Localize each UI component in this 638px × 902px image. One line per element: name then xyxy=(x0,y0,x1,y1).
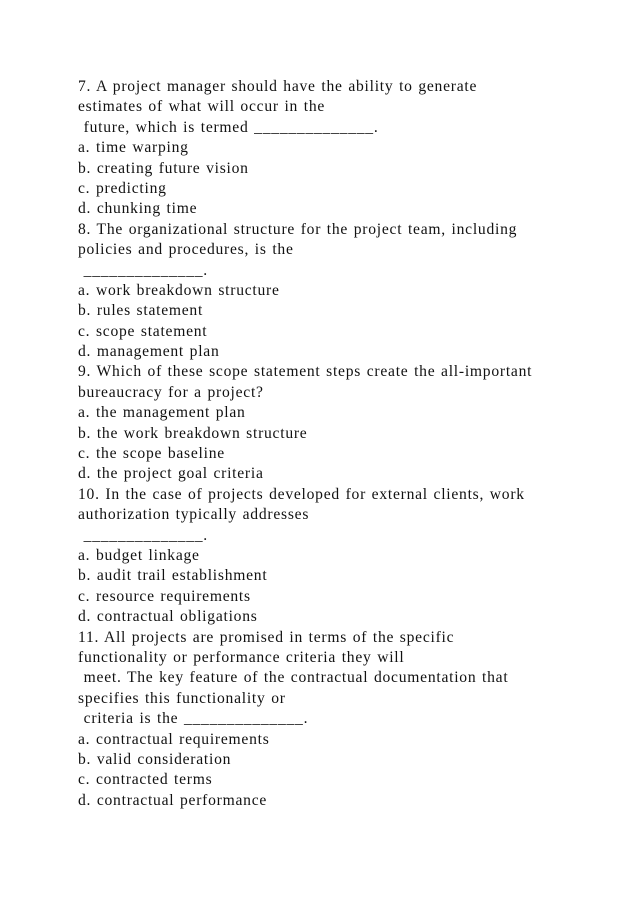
question-9 xyxy=(78,362,618,484)
question-11-text-line: specifies this functionality or xyxy=(78,689,286,707)
question-9-option-c: c. the scope baseline xyxy=(78,445,225,463)
question-8-option-c: c. scope statement xyxy=(78,322,208,340)
question-7-option-d: d. chunking time xyxy=(78,200,198,218)
question-11-option-a: a. contractual requirements xyxy=(78,730,270,748)
question-8-text-line: ______________. xyxy=(78,261,208,279)
question-7 xyxy=(78,77,618,220)
question-7-text-line: 7. A project manager should have the ability to generate xyxy=(78,78,478,95)
question-7-option-b: b. creating future vision xyxy=(78,159,249,177)
question-11-option-c: c. contracted terms xyxy=(78,771,213,789)
question-10-text-line: ______________. xyxy=(78,526,208,544)
question-10-option-a: a. budget linkage xyxy=(78,546,200,564)
question-11-option-b: b. valid consideration xyxy=(78,750,232,768)
question-8-option-b: b. rules statement xyxy=(78,302,204,320)
question-7-option-c: c. predicting xyxy=(78,179,167,197)
question-11-text-line: meet. The key feature of the contractual documentation that xyxy=(78,669,509,687)
question-9-option-b: b. the work breakdown structure xyxy=(78,424,308,442)
question-11-option-d: d. contractual performance xyxy=(78,791,268,809)
question-10-text-line: 10. In the case of projects developed for external clients, work xyxy=(78,485,525,503)
question-10-option-d: d. contractual obligations xyxy=(78,608,258,626)
question-8-text-line: policies and procedures, is the xyxy=(78,241,294,259)
question-10 xyxy=(78,485,618,628)
question-11-text-line: criteria is the ______________. xyxy=(78,710,309,728)
question-8 xyxy=(78,220,618,363)
question-11 xyxy=(78,628,618,812)
question-7-text-line: estimates of what will occur in the xyxy=(78,98,326,116)
question-list xyxy=(78,77,618,811)
question-8-option-d: d. management plan xyxy=(78,343,220,361)
question-11-text-line: 11. All projects are promised in terms of the specific xyxy=(78,628,455,646)
question-10-option-b: b. audit trail establishment xyxy=(78,567,268,585)
question-8-text-line: 8. The organizational structure for the project team, including xyxy=(78,220,518,238)
question-9-text-line: 9. Which of these scope statement steps create the all-important xyxy=(78,363,533,381)
question-7-text-line: future, which is termed ______________. xyxy=(78,118,379,136)
question-9-option-a: a. the management plan xyxy=(78,404,246,422)
question-7-option-a: a. time warping xyxy=(78,139,189,157)
question-11-text-line: functionality or performance criteria they will xyxy=(78,648,405,666)
question-9-option-d: d. the project goal criteria xyxy=(78,465,264,483)
question-9-text-line: bureaucracy for a project? xyxy=(78,383,264,401)
question-10-text-line: authorization typically addresses xyxy=(78,506,310,524)
question-10-option-c: c. resource requirements xyxy=(78,587,251,605)
question-8-option-a: a. work breakdown structure xyxy=(78,281,280,299)
